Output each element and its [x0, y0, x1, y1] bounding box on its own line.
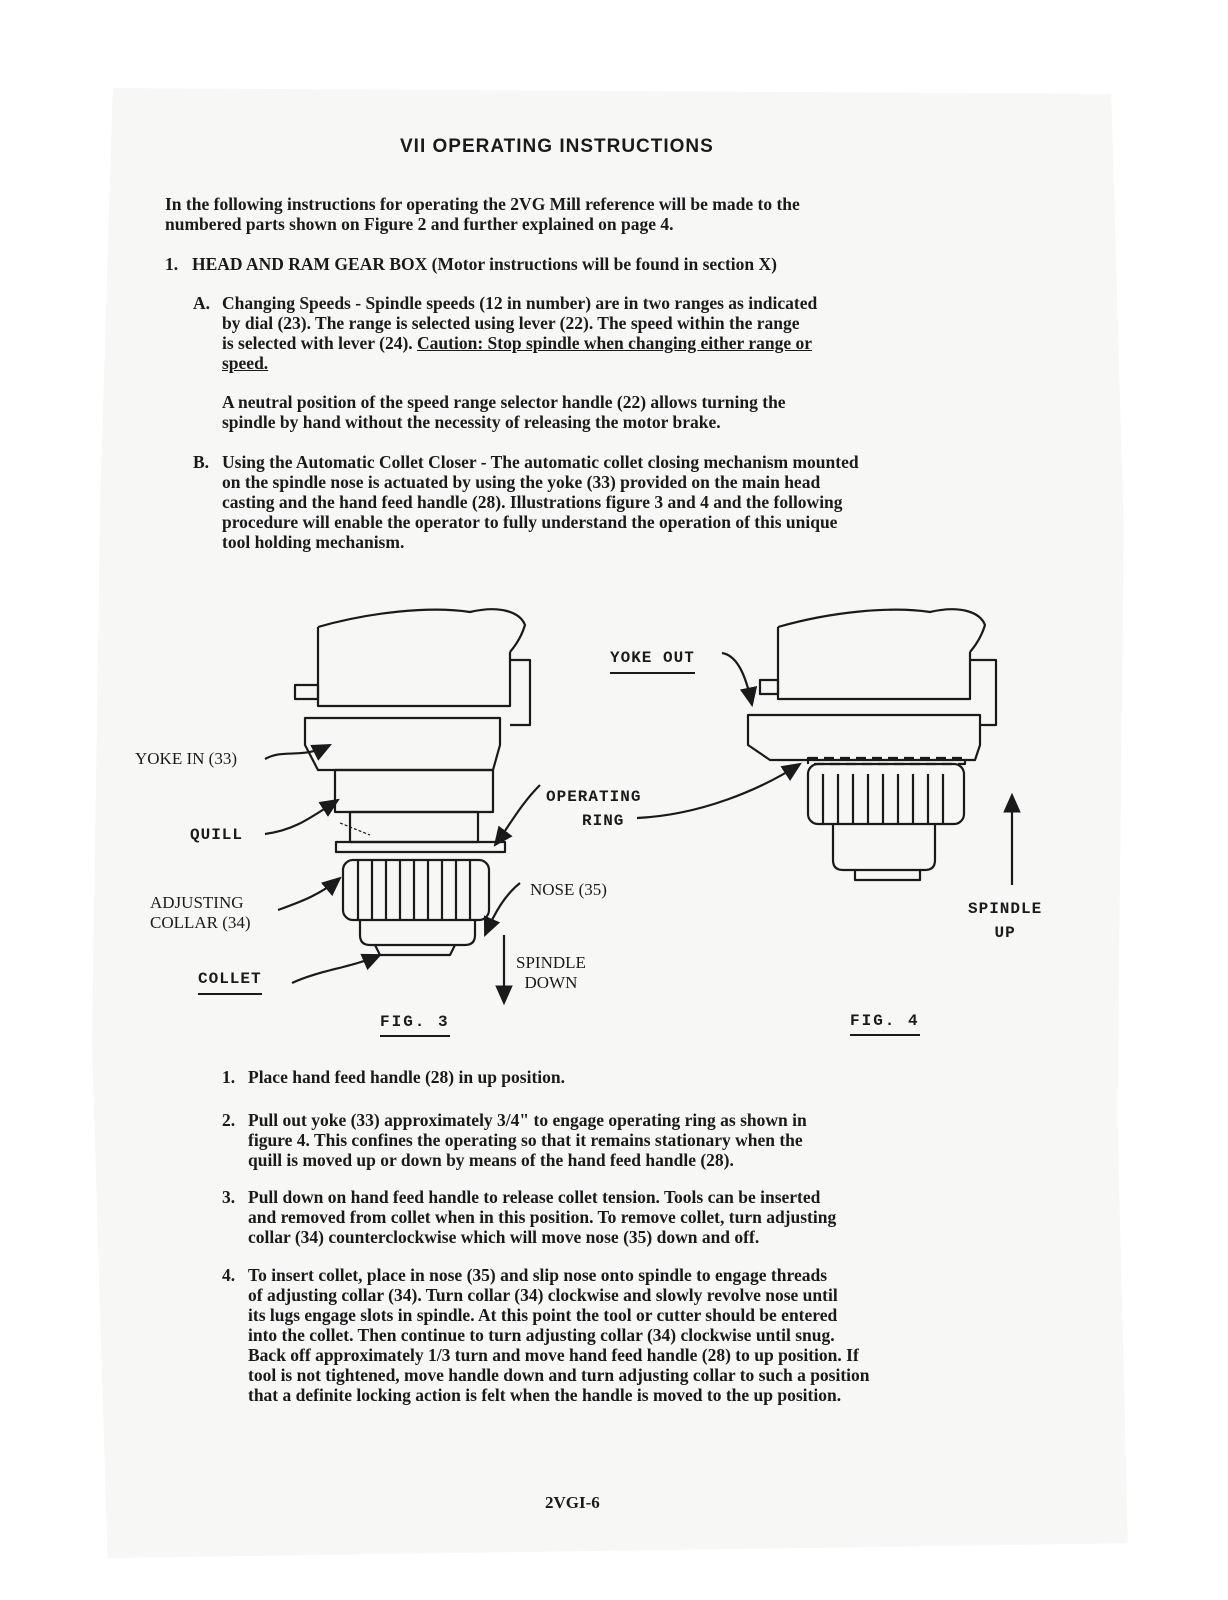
step-line: that a definite locking action is felt when the handle is moved to the up position. [248, 1385, 842, 1405]
item-a-line: speed. [222, 353, 269, 373]
intro-line: In the following instructions for operating the 2VG Mill reference will be made to the [165, 194, 800, 214]
section-number: 1. [165, 254, 179, 274]
step-text [248, 1110, 807, 1170]
label-yoke-in: YOKE IN (33) [135, 749, 237, 768]
step-line: collar (34) counterclockwise which will move nose (35) down and off. [248, 1227, 760, 1247]
label-spindle-up [968, 897, 1042, 945]
label-ring-line: RING [582, 812, 625, 830]
fig3-drawing [295, 609, 530, 955]
step-line: To insert collet, place in nose (35) and slip nose onto spindle to engage threads [248, 1265, 828, 1285]
step-number: 4. [222, 1265, 236, 1285]
label-operating-line: OPERATING [546, 788, 642, 806]
label-quill: QUILL [190, 826, 244, 844]
step-number: 1. [222, 1067, 236, 1087]
note-line: A neutral position of the speed range selector handle (22) allows turning the [222, 392, 786, 412]
item-b-line: tool holding mechanism. [222, 532, 405, 552]
step-line: into the collet. Then continue to turn adjusting collar (34) clockwise until snug. [248, 1325, 835, 1345]
step-line: quill is moved up or down by means of the hand feed handle (28). [248, 1150, 734, 1170]
item-a-line: Changing Speeds - Spindle speeds (12 in number) are in two ranges as indicated [222, 293, 818, 313]
step-line: its lugs engage slots in spindle. At this point the tool or cutter should be entered [248, 1305, 838, 1325]
item-a-text: is selected with lever (24). [222, 333, 418, 353]
label-collar-line: COLLAR (34) [150, 913, 251, 932]
step-text [248, 1187, 836, 1247]
item-b-line: casting and the hand feed handle (28). Illustrations figure 3 and 4 and the following [222, 492, 843, 512]
step-text [248, 1265, 870, 1405]
label-spindle-down [516, 953, 586, 993]
note-line: spindle by hand without the necessity of releasing the motor brake. [222, 412, 721, 432]
fig4-caption: FIG. 4 [850, 1012, 920, 1036]
fig4-drawing [748, 609, 996, 880]
label-spindle-line: SPINDLE [516, 953, 586, 972]
step-number: 3. [222, 1187, 236, 1207]
section-heading: HEAD AND RAM GEAR BOX (Motor instructions will be found in section X) [192, 254, 777, 274]
label-collet: COLLET [198, 969, 262, 995]
step-line: of adjusting collar (34). Turn collar (34) clockwise and slowly revolve nose until [248, 1285, 838, 1305]
step-text [248, 1067, 565, 1087]
label-operating-ring [546, 785, 641, 833]
label-up-line: UP [994, 924, 1016, 942]
item-b-line: Using the Automatic Collet Closer - The automatic collet closing mechanism mounted [222, 452, 859, 472]
fig3-caption: FIG. 3 [380, 1013, 450, 1037]
label-spindle-line: SPINDLE [968, 900, 1043, 918]
step-line: tool is not tightened, move handle down and turn adjusting collar to such a position [248, 1365, 870, 1385]
label-adjusting-collar [150, 893, 251, 933]
item-a-line: by dial (23). The range is selected using lever (22). The speed within the range [222, 313, 800, 333]
label-down-line: DOWN [524, 973, 578, 992]
page-title: VII OPERATING INSTRUCTIONS [400, 136, 714, 157]
step-line: Back off approximately 1/3 turn and move hand feed handle (28) to up position. If [248, 1345, 859, 1365]
step-line: Place hand feed handle (28) in up position. [248, 1067, 565, 1087]
step-line: Pull down on hand feed handle to release collet tension. Tools can be inserted [248, 1187, 821, 1207]
label-yoke-out: YOKE OUT [610, 648, 695, 674]
step-number: 2. [222, 1110, 236, 1130]
item-b-line: procedure will enable the operator to fully understand the operation of this unique [222, 512, 838, 532]
item-b-line: on the spindle nose is actuated by using the yoke (33) provided on the main head [222, 472, 821, 492]
label-nose: NOSE (35) [530, 880, 607, 899]
step-line: Pull out yoke (33) approximately 3/4" to engage operating ring as shown in [248, 1110, 807, 1130]
caution-text: Stop spindle when changing either range or [483, 333, 812, 353]
step-line: and removed from collet when in this position. To remove collet, turn adjusting [248, 1207, 837, 1227]
page-number: 2VGI-6 [545, 1493, 600, 1512]
item-a-marker: A. [193, 293, 211, 313]
item-b-marker: B. [193, 452, 210, 472]
step-line: figure 4. This confines the operating so that it remains stationary when the [248, 1130, 803, 1150]
intro-line: numbered parts shown on Figure 2 and further explained on page 4. [165, 214, 674, 234]
label-adjusting-line: ADJUSTING [150, 893, 244, 912]
caution-label: Caution: [417, 333, 484, 353]
